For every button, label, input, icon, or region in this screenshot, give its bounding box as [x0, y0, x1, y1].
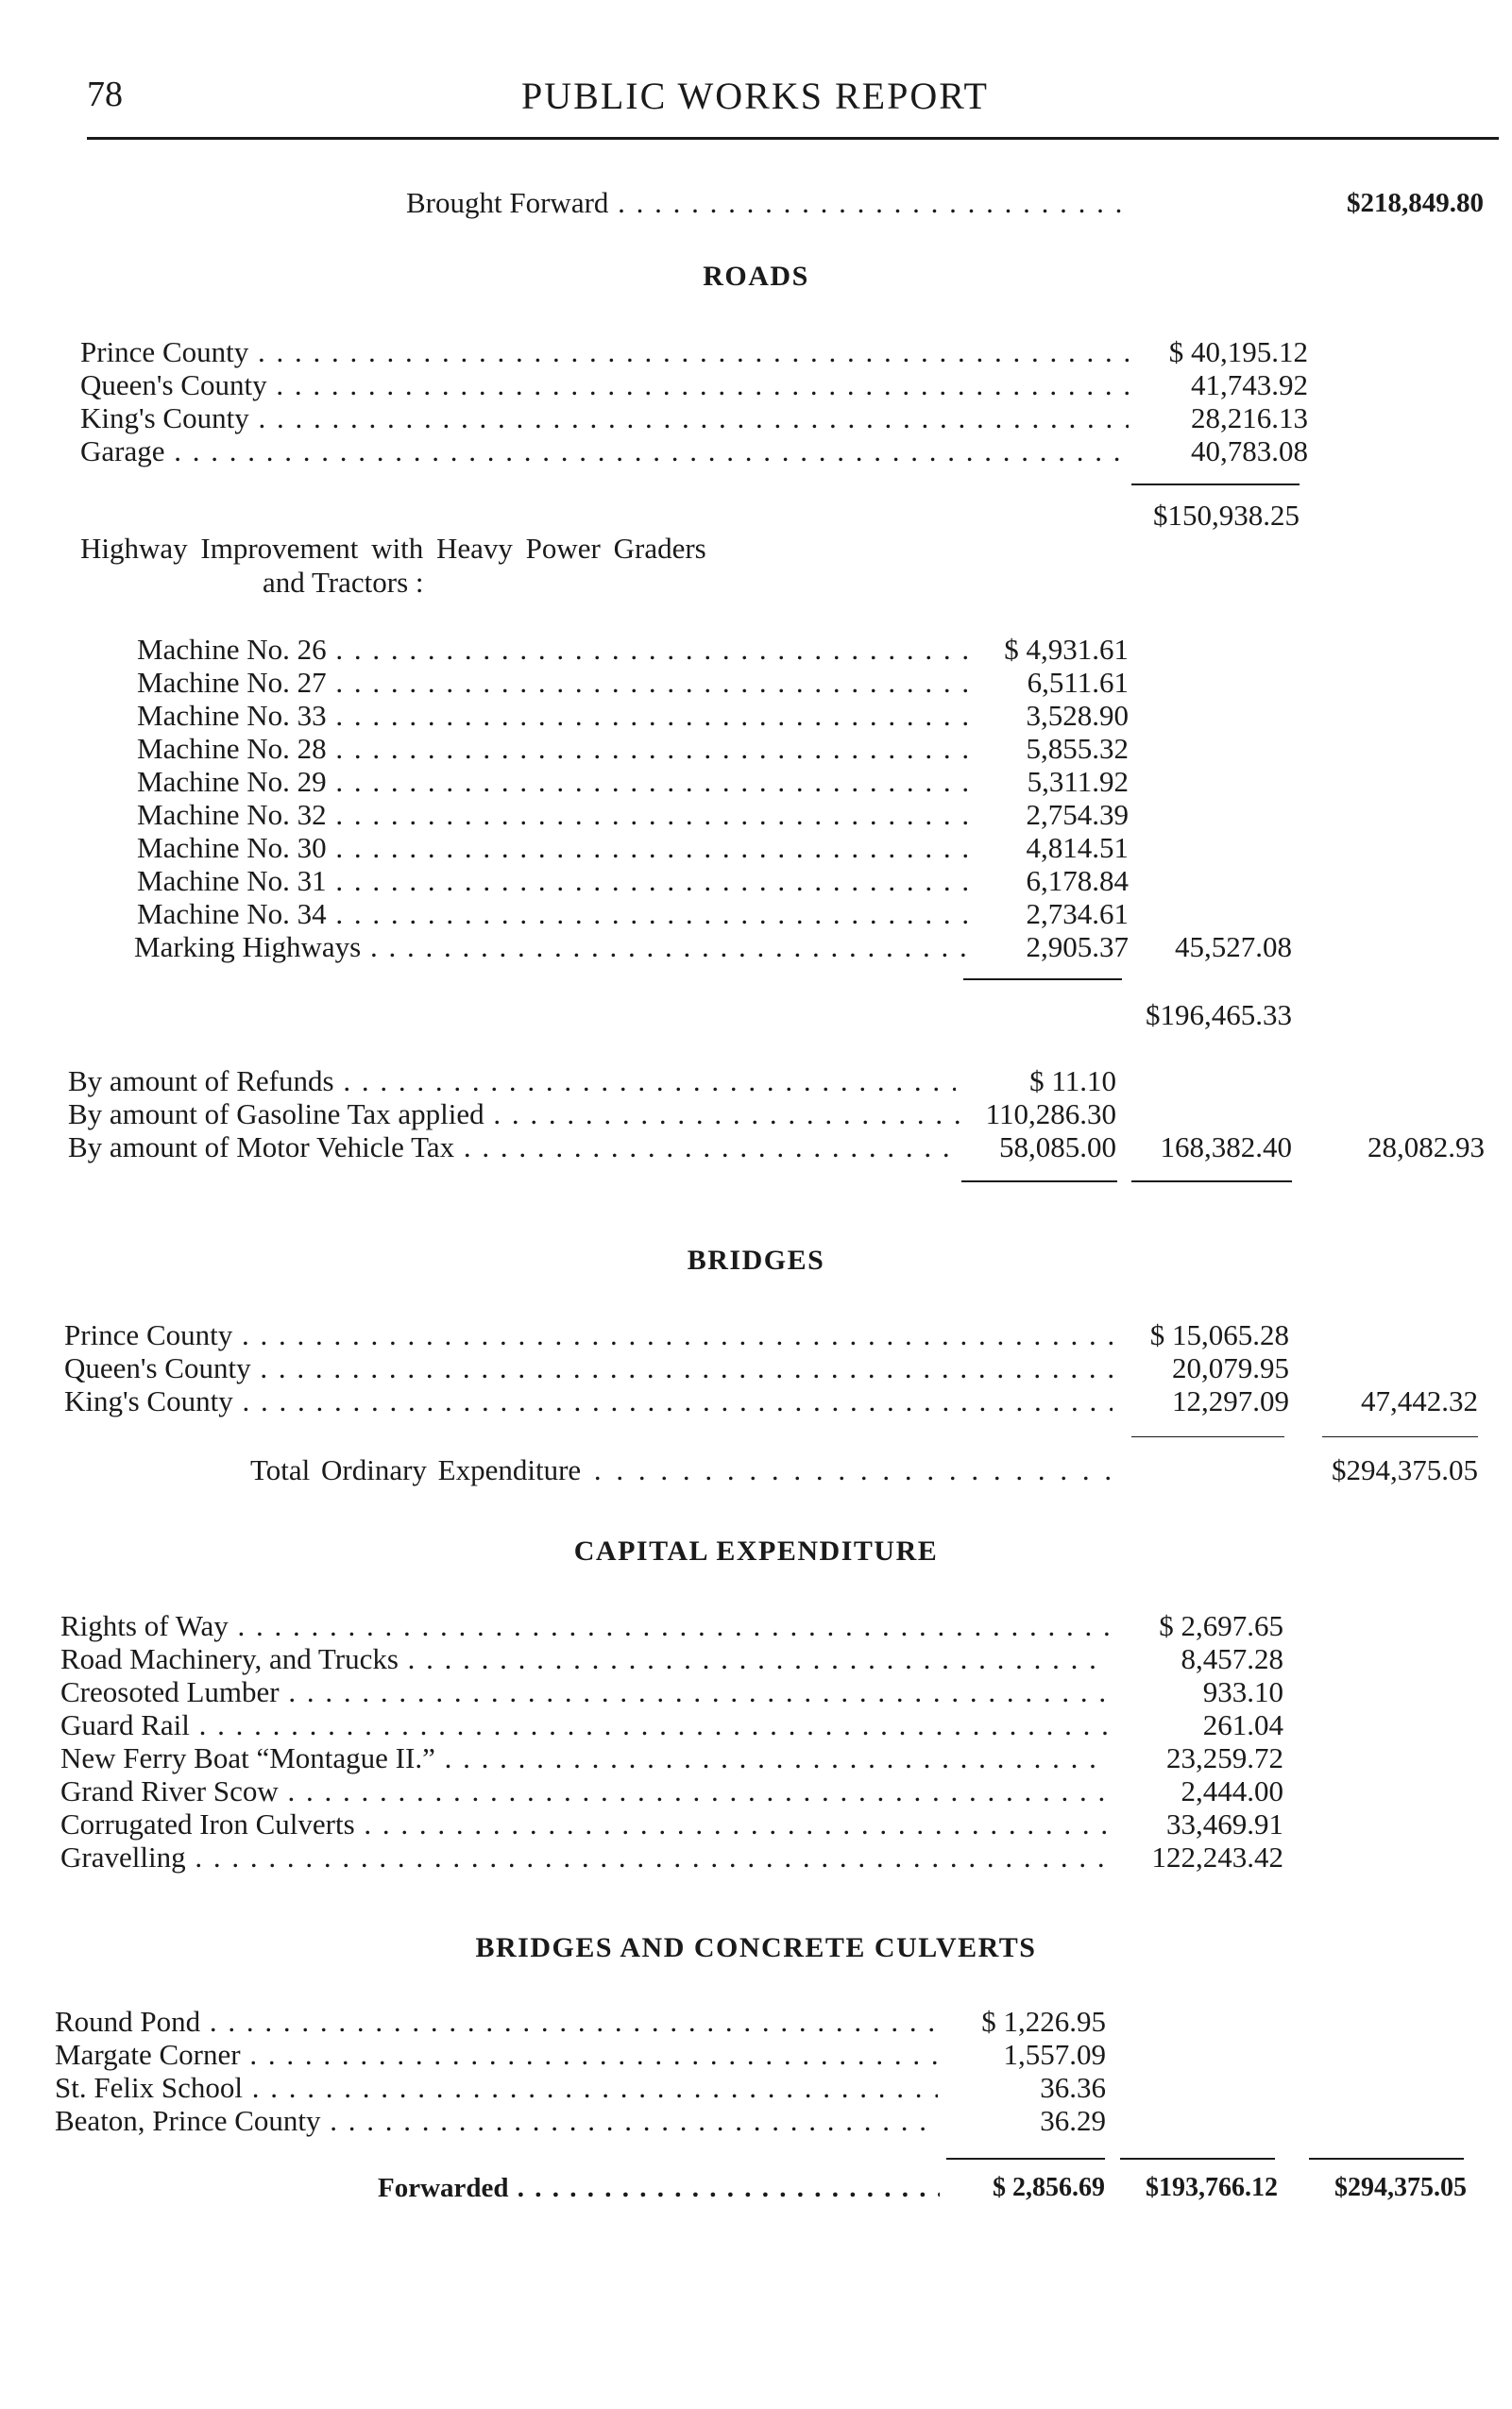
forwarded-label: Forwarded . . . [378, 2170, 940, 2206]
deductions-rule [961, 1180, 1117, 1182]
culvert-item-row [55, 2103, 1106, 2139]
deduction-amount: $ 11.10 [1029, 1064, 1116, 1097]
capital-item-amount: 23,259.72 [1166, 1741, 1283, 1774]
bridges-item-row [64, 1317, 1289, 1353]
bridges-heading: BRIDGES [687, 1245, 825, 1276]
capital-item-row [60, 1807, 1283, 1842]
deduction-label: By amount of Gasoline Tax applied . . . [68, 1096, 973, 1132]
machine-amount: 5,855.32 [1026, 732, 1129, 765]
bridges-item-label: Prince County . . . [64, 1317, 1113, 1353]
capital-item-row [60, 1608, 1283, 1644]
culvert-item-label: Beaton, Prince County . . . [55, 2103, 938, 2139]
header-rule [87, 137, 1499, 140]
capital-item-row [60, 1641, 1283, 1677]
brought-forward-label: Brought Forward . . . [406, 185, 1133, 221]
roads-subtotal-amount: $150,938.25 [1153, 499, 1300, 532]
deductions-rule [1131, 1180, 1292, 1182]
forwarded-col3: $294,375.05 [1334, 2173, 1467, 2202]
machine-amount: 3,528.90 [1026, 699, 1129, 732]
bridges-total-amount: 47,442.32 [1361, 1384, 1478, 1417]
deduction-row [68, 1096, 1116, 1132]
culvert-item-row [55, 2037, 1106, 2073]
machine-amount: 2,754.39 [1026, 798, 1129, 831]
forwarded-row [378, 2170, 1467, 2206]
deduction-row [68, 1063, 1116, 1099]
machine-row [137, 863, 1129, 899]
total-ordinary-row [250, 1452, 1478, 1488]
capital-item-amount: 122,243.42 [1151, 1841, 1283, 1874]
roads-item-row [80, 433, 1308, 469]
roads-net-amount: 28,082.93 [1368, 1130, 1485, 1163]
roads-item-label: Queen's County . . . [80, 367, 1129, 403]
deduction-label: By amount of Refunds . . . [68, 1063, 956, 1099]
brought-forward-row [406, 185, 1484, 221]
culvert-item-amount: 36.29 [1040, 2104, 1106, 2137]
machine-row [137, 665, 1129, 701]
page-number: 78 [87, 75, 123, 114]
capital-item-row [60, 1773, 1283, 1809]
deduction-amount: 58,085.00 [999, 1130, 1116, 1163]
machine-amount: 5,311.92 [1027, 765, 1129, 798]
capital-item-label: Corrugated Iron Culverts . . . [60, 1807, 1109, 1842]
total-ordinary-amount: $294,375.05 [1332, 1453, 1478, 1486]
machine-label: Machine No. 31 . . . [137, 863, 968, 899]
capital-item-amount: 933.10 [1202, 1675, 1283, 1708]
bridges-item-row [64, 1383, 1289, 1419]
capital-item-label: Road Machinery, and Trucks . . . [60, 1641, 1109, 1677]
machine-row [137, 698, 1129, 734]
forwarded-col1: $ 2,856.69 [993, 2173, 1105, 2202]
machine-amount: 2,905.37 [1026, 930, 1129, 963]
machine-label: Marking Highways . . . [134, 929, 965, 965]
roads-item-row [80, 367, 1308, 403]
roads-item-row [80, 334, 1308, 370]
capital-item-label: Creosoted Lumber . . . [60, 1674, 1109, 1710]
culvert-item-row [55, 2004, 1106, 2040]
bridges-item-amount: 20,079.95 [1172, 1351, 1289, 1384]
highway-heading-text: and Tractors : [263, 566, 424, 599]
total-ordinary-label: Total Ordinary Expenditure . . . [250, 1452, 1110, 1488]
capital-item-row [60, 1674, 1283, 1710]
machine-amount: 2,734.61 [1026, 897, 1129, 930]
machine-row [137, 731, 1129, 767]
capital-item-amount: 33,469.91 [1166, 1807, 1283, 1841]
culvert-item-amount: 36.36 [1040, 2071, 1106, 2104]
roads-net-row [1322, 1129, 1485, 1165]
roads-item-amount: 40,783.08 [1191, 434, 1308, 467]
highway-heading-text: Highway Improvement with Heavy Power Graders [80, 532, 706, 565]
capital-item-amount: $ 2,697.65 [1159, 1609, 1283, 1642]
roads-after-machines-amount: $196,465.33 [1146, 998, 1292, 1031]
machine-row [137, 896, 1129, 932]
deductions-total-row [1133, 1129, 1292, 1165]
capital-item-label: Gravelling . . . [60, 1840, 1109, 1875]
bridges-rule [1322, 1436, 1478, 1437]
brought-forward-amount: $218,849.80 [1347, 188, 1484, 218]
machines-rule [963, 978, 1122, 980]
machine-row [137, 830, 1129, 866]
forwarded-rule [1309, 2158, 1464, 2160]
machine-row [137, 632, 1129, 668]
roads-item-label: Prince County . . . [80, 334, 1129, 370]
capital-heading: CAPITAL EXPENDITURE [573, 1535, 939, 1567]
forwarded-col2: $193,766.12 [1146, 2173, 1278, 2202]
culvert-item-amount: 1,557.09 [1003, 2038, 1106, 2071]
capital-item-amount: 8,457.28 [1181, 1642, 1283, 1675]
capital-item-label: Rights of Way . . . [60, 1608, 1109, 1644]
deduction-amount: 110,286.30 [985, 1097, 1116, 1130]
roads-subtotal-rule [1131, 483, 1300, 485]
culvert-item-row [55, 2070, 1106, 2106]
capital-item-row [60, 1707, 1283, 1743]
roads-item-amount: 28,216.13 [1191, 401, 1308, 434]
machine-amount: 6,178.84 [1026, 864, 1129, 897]
culvert-item-label: St. Felix School . . . [55, 2070, 938, 2106]
roads-item-label: Garage . . . [80, 433, 1129, 469]
culverts-heading: BRIDGES AND CONCRETE CULVERTS [475, 1932, 1037, 1963]
machine-amount: 6,511.61 [1027, 666, 1129, 699]
roads-item-amount: $ 40,195.12 [1168, 335, 1308, 368]
roads-item-label: King's County . . . [80, 400, 1129, 436]
bridges-rule [1131, 1436, 1284, 1437]
roads-subtotal-row [1039, 498, 1300, 534]
machine-label: Machine No. 27 . . . [137, 665, 968, 701]
machine-label: Machine No. 32 . . . [137, 797, 968, 833]
highway-heading-line2 [263, 565, 829, 601]
bridges-item-row [64, 1350, 1289, 1386]
culvert-item-label: Margate Corner . . . [55, 2037, 938, 2073]
highway-heading-line1 [80, 531, 1025, 567]
deduction-row [68, 1129, 1116, 1165]
machine-row [137, 764, 1129, 800]
culvert-item-label: Round Pond . . . [55, 2004, 938, 2040]
machine-label: Machine No. 29 . . . [137, 764, 968, 800]
page-title: PUBLIC WORKS REPORT [521, 75, 989, 117]
capital-item-amount: 2,444.00 [1181, 1774, 1283, 1807]
page-header [87, 74, 1499, 130]
roads-heading: ROADS [703, 261, 809, 292]
machines-total-amount: 45,527.08 [1175, 930, 1292, 963]
roads-item-row [80, 400, 1308, 436]
bridges-total-row [1322, 1383, 1478, 1419]
capital-item-row [60, 1740, 1283, 1776]
machine-row [134, 929, 1129, 965]
capital-item-label: New Ferry Boat “Montague II.” . . . [60, 1740, 1109, 1776]
machine-label: Machine No. 34 . . . [137, 896, 968, 932]
machine-amount: 4,814.51 [1026, 831, 1129, 864]
bridges-item-label: Queen's County . . . [64, 1350, 1113, 1386]
deduction-label: By amount of Motor Vehicle Tax . . . [68, 1129, 951, 1165]
machine-label: Machine No. 28 . . . [137, 731, 968, 767]
machine-label: Machine No. 30 . . . [137, 830, 968, 866]
forwarded-rule [1120, 2158, 1275, 2160]
capital-item-label: Grand River Scow . . . [60, 1773, 1109, 1809]
forwarded-rule [946, 2158, 1105, 2160]
machines-total-row [1133, 929, 1292, 965]
capital-item-row [60, 1840, 1283, 1875]
bridges-item-amount: $ 15,065.28 [1149, 1318, 1289, 1351]
machine-label: Machine No. 33 . . . [137, 698, 968, 734]
culvert-item-amount: $ 1,226.95 [981, 2005, 1106, 2038]
machine-amount: $ 4,931.61 [1004, 633, 1129, 666]
deductions-total-amount: 168,382.40 [1160, 1130, 1292, 1163]
roads-item-amount: 41,743.92 [1191, 368, 1308, 401]
bridges-item-label: King's County . . . [64, 1383, 1113, 1419]
machine-row [137, 797, 1129, 833]
capital-item-label: Guard Rail . . . [60, 1707, 1109, 1743]
machine-label: Machine No. 26 . . . [137, 632, 968, 668]
bridges-item-amount: 12,297.09 [1172, 1384, 1289, 1417]
roads-after-machines-row [1039, 997, 1292, 1033]
capital-item-amount: 261.04 [1202, 1708, 1283, 1741]
